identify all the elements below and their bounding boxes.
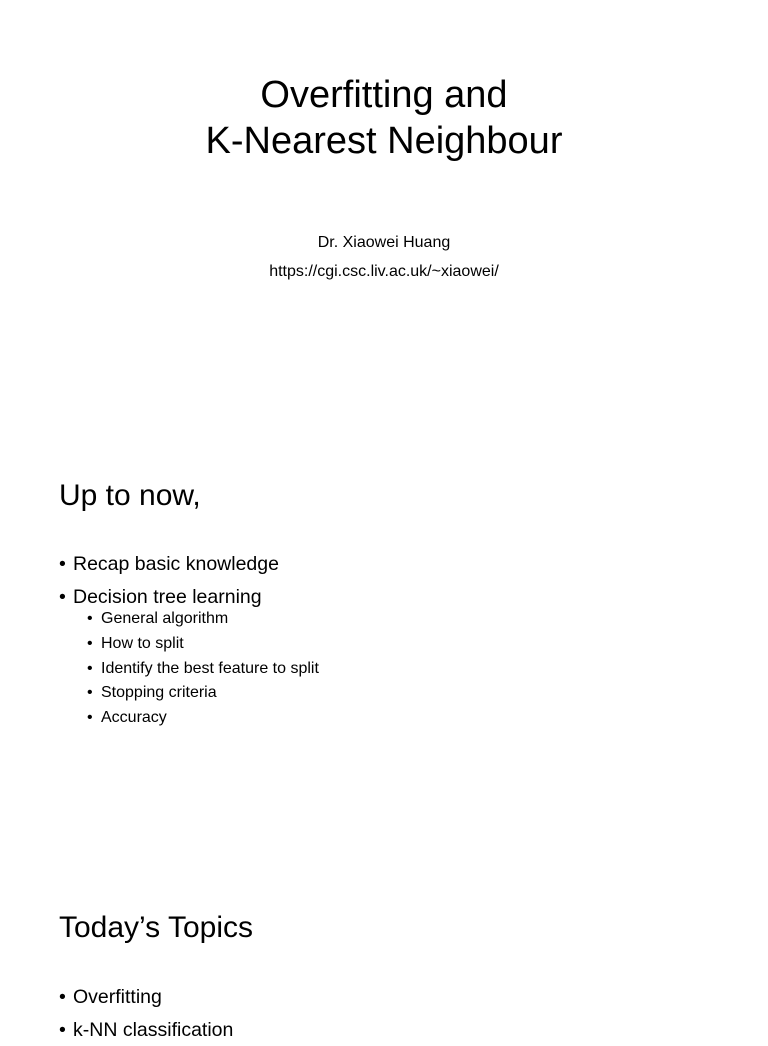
sub-bullet-item: • How to split	[87, 632, 319, 657]
bullet-text: Decision tree learning	[73, 586, 262, 608]
sub-bullet-item: • Stopping criteria	[87, 681, 319, 706]
bullet-item: • Overfitting	[59, 981, 233, 1014]
sub-bullet-item: • Identify the best feature to split	[87, 657, 319, 682]
bullet-text: Recap basic knowledge	[73, 553, 279, 575]
author-block	[0, 228, 768, 286]
topics-bullet-list	[59, 981, 233, 1046]
title-line-2: K-Nearest Neighbour	[0, 118, 768, 164]
recap-bullet-list	[59, 548, 319, 731]
slide-title	[0, 72, 768, 164]
sub-bullet-item: • Accuracy	[87, 706, 319, 731]
title-slide	[0, 0, 768, 430]
sub-bullet-list	[73, 607, 319, 731]
bullet-item: • k-NN classification	[59, 1014, 233, 1046]
topics-heading: Today’s Topics	[59, 910, 253, 946]
bullet-item	[59, 581, 319, 731]
recap-slide	[0, 430, 768, 862]
sub-bullet-item: • General algorithm	[87, 607, 319, 632]
author-name: Dr. Xiaowei Huang	[0, 228, 768, 257]
author-url: https://cgi.csc.liv.ac.uk/~xiaowei/	[0, 257, 768, 286]
title-line-1: Overfitting and	[0, 72, 768, 118]
topics-slide	[0, 862, 768, 1024]
recap-heading: Up to now,	[59, 478, 201, 514]
bullet-item	[59, 548, 319, 581]
